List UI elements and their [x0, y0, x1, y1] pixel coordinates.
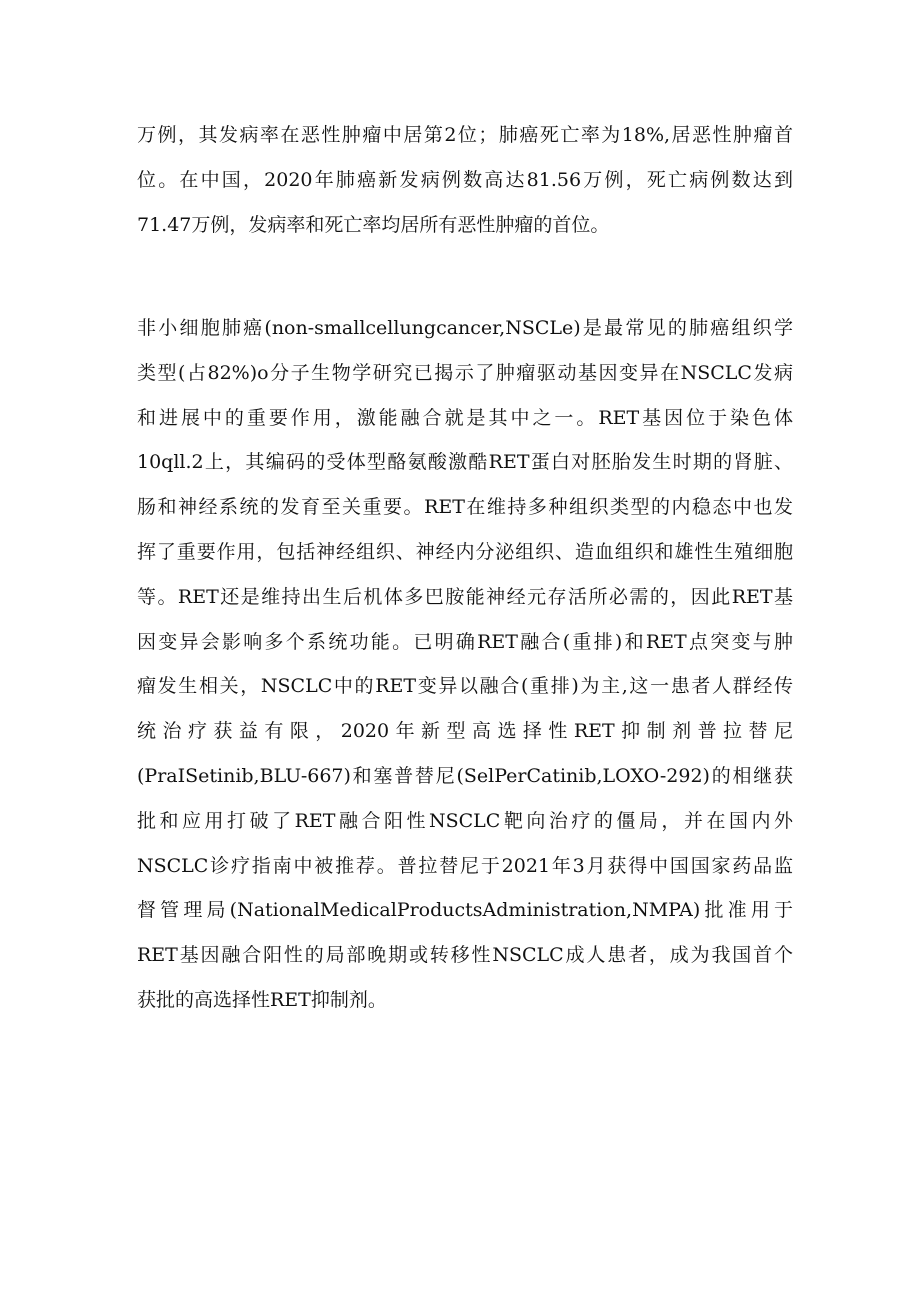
text-line: 批和应用打破了RET融合阳性NSCLC靶向治疗的僵局，并在国内外 [137, 809, 793, 832]
text-line: 71.47万例，发病率和死亡率均居所有恶性肿瘤的首位。 [137, 213, 610, 236]
text-line: 统治疗获益有限，2020年新型高选择性RET抑制剂普拉替尼 [137, 720, 793, 743]
text-line: 获批的高选择性RET抑制剂。 [137, 988, 387, 1011]
text-line: 和进展中的重要作用，激能融合就是其中之一。RET基因位于染色体 [137, 406, 793, 429]
text-line: 等。RET还是维持出生后机体多巴胺能神经元存活所必需的，因此RET基 [137, 585, 793, 608]
paragraph-nsclc-ret [137, 306, 793, 1023]
text-line: RET基因融合阳性的局部晚期或转移性NSCLC成人患者，成为我国首个 [137, 944, 793, 967]
text-line: 肠和神经系统的发育至关重要。RET在维持多种组织类型的内稳态中也发 [137, 496, 793, 519]
text-line: 万例，其发病率在恶性肿瘤中居第2位；肺癌死亡率为18%,居恶性肿瘤首 [137, 124, 793, 146]
paragraph-lung-cancer-incidence [137, 113, 793, 247]
text-line: NSCLC诊疗指南中被推荐。普拉替尼于2021年3月获得中国国家药品监 [137, 854, 793, 877]
text-line: 类型(占82%)o分子生物学研究已揭示了肿瘤驱动基因变异在NSCLC发病 [137, 361, 793, 384]
text-line: 挥了重要作用，包括神经组织、神经内分泌组织、造血组织和雄性生殖细胞 [137, 540, 793, 563]
text-line: (PraISetinib,BLU-667)和塞普替尼(SelPerCatinib,LOXO-292)的相继获 [137, 764, 793, 787]
text-line: 督管理局(NationalMedicalProductsAdministration,NMPA)批准用于 [137, 899, 793, 922]
text-line: 非小细胞肺癌(non-smallcellungcancer,NSCLe)是最常见的肺癌组织学 [137, 317, 793, 339]
text-line: 因变异会影响多个系统功能。已明确RET融合(重排)和RET点突变与肿 [137, 630, 793, 653]
text-line: 位。在中国，2020年肺癌新发病例数高达81.56万例，死亡病例数达到 [137, 168, 793, 191]
text-line: 10qll.2上，其编码的受体型酪氨酸激酷RET蛋白对胚胎发生时期的肾脏、 [137, 451, 793, 474]
text-line: 瘤发生相关，NSCLC中的RET变异以融合(重排)为主,这一患者人群经传 [137, 675, 793, 698]
